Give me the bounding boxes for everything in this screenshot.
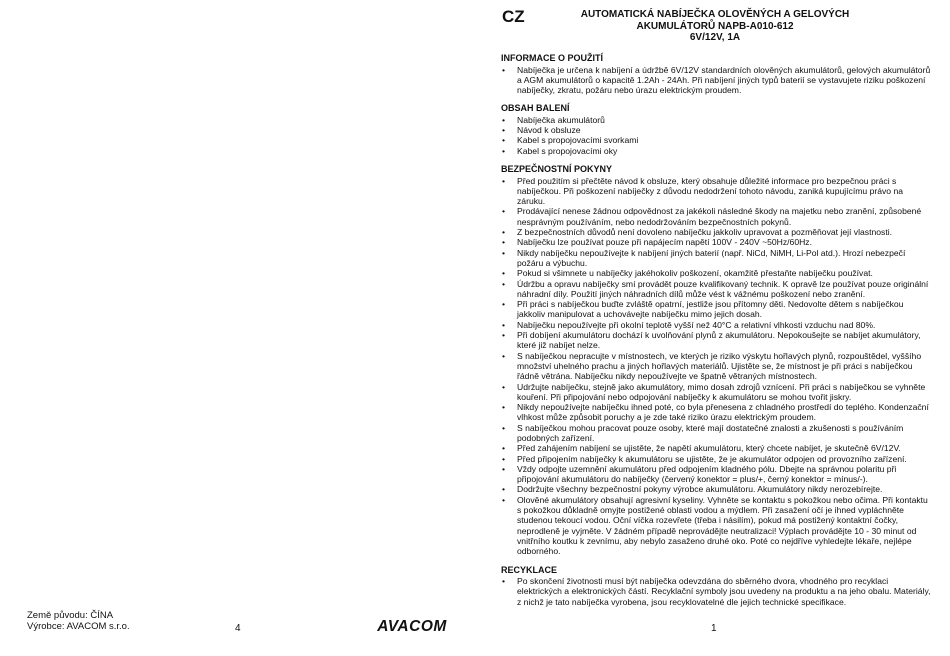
bullet-item: • Olověné akumulátory obsahují agresivní kyseliny. Vyhněte se kontaktu s pokožkou nebo očima. Při kontaktu s pokožkou důkladně omyjte postižené oblasti vodou a mýdlem. Při zasažení očí je ihned vypláchněte studenou tekoucí vodou. Oční víčka rozevřete (třeba i násilím), pokud má postižený kontaktní čočky, neprodleně je vyjměte. V žádném případě neprovádějte neutralizaci! Výplach provádějte 10 - 30 minut od vnitřního koutku k zevnímu, aby nebylo zasaženo druhé oko. Poté co nejdříve vyhledejte lékaře, nejlépe odborného. [501, 495, 931, 557]
bullet-item: • Při dobíjení akumulátoru dochází k uvolňování plynů z akumulátoru. Nepokoušejte se nabíjet akumulátory, které již nabíjet nelze. [501, 330, 931, 351]
page-number-left: 4 [235, 623, 241, 634]
section-heading: OBSAH BALENÍ [501, 103, 570, 114]
bullet-list [501, 65, 931, 96]
section [501, 103, 931, 156]
avacom-logo [374, 617, 450, 634]
bullet-item: • Nabíječku lze používat pouze při napájecím napětí 100V - 240V ~50Hz/60Hz. [501, 237, 931, 247]
section [501, 164, 931, 556]
bullet-item: • Kabel s propojovacími oky [501, 146, 931, 156]
section [501, 53, 931, 95]
bullet-item: • Návod k obsluze [501, 125, 931, 135]
manual-content [501, 53, 931, 615]
bullet-item: • Údržbu a opravu nabíječky smí provádět pouze kvalifikovaný technik. K opravě lze používat pouze originální náhradní díly. Použití jiných náhradních dílů může vést k vážnému poškození nebo zranění. [501, 279, 931, 300]
bullet-item: • S nabíječkou nepracujte v místnostech, ve kterých je riziko výskytu hořlavých plynů, rozpouštědel, vyššího množství uhelného prachu a jiných hořlavých materiálů. Ujistěte se, že místnost je při práci s nabíječkou řádně větrána. Nabíječku nikdy nepoužívejte ve špatně větraných místnostech. [501, 351, 931, 382]
bullet-list [501, 176, 931, 557]
title-line: AUTOMATICKÁ NABÍJEČKA OLOVĚNÝCH A GELOVÝCH [580, 9, 850, 20]
origin-info [27, 610, 130, 632]
page-number-right: 1 [711, 623, 717, 634]
bullet-item: • Nabíječka akumulátorů [501, 115, 931, 125]
bullet-list [501, 115, 931, 156]
title-line: 6V/12V, 1A [689, 32, 741, 43]
language-code: CZ [502, 7, 525, 26]
bullet-item: • Kabel s propojovacími svorkami [501, 135, 931, 145]
bullet-item: • Vždy odpojte uzemnění akumulátoru před odpojením kladného pólu. Dbejte na správnou polaritu při připojování akumulátoru do nabíječky (červený konektor = plus/+, černý konektor = mínus/-). [501, 464, 931, 485]
bullet-item: • S nabíječkou mohou pracovat pouze osoby, které mají dostatečné znalosti a zkušenosti s používáním podobných zařízení. [501, 423, 931, 444]
right-page [475, 0, 950, 656]
bullet-item: • Pokud si všimnete u nabíječky jakéhokoliv poškození, okamžitě přestaňte nabíječku používat. [501, 268, 931, 278]
section-heading: BEZPEČNOSTNÍ POKYNY [501, 164, 613, 175]
bullet-item: • Po skončení životnosti musí být nabíječka odevzdána do sběrného dvora, vhodného pro recyklaci elektrických a elektronických částí. Recyklační symboly jsou uvedeny na produktu a na jeho obalu. Materiály, z nichž je tato nabíječka vyrobena, jsou recyklovatelné dle jejich technické specifikace. [501, 576, 931, 607]
bullet-list [501, 576, 931, 607]
manufacturer: Výrobce: AVACOM s.r.o. [27, 621, 130, 632]
section-heading: RECYKLACE [501, 564, 558, 575]
document-title [570, 9, 860, 44]
bullet-item: • Z bezpečnostních důvodů není dovoleno nabíječku jakkoliv upravovat a pozměňovat její vlastnosti. [501, 227, 931, 237]
bullet-item: • Nikdy nepoužívejte nabíječku ihned poté, co byla přenesena z chladného prostředí do teplého. Kondenzační vlhkost může způsobit poruchy a je zde také riziko úrazu elektrickým proudem. [501, 402, 931, 423]
bullet-item: • Nabíječka je určena k nabíjení a údržbě 6V/12V standardních olověných akumulátorů, gelových akumulátorů a AGM akumulátorů o kapacitě 1.2Ah - 24Ah. Při nabíjení jiných typů baterií se vystavujete riziku poškození nabíječky, zkratu, požáru nebo úrazu elektrickým proudem. [501, 65, 931, 96]
bullet-item: • Nikdy nabíječku nepoužívejte k nabíjení jiných baterií (např. NiCd, NiMH, Li-Pol atd.). Hrozí nebezpečí požáru a výbuchu. [501, 248, 931, 269]
bullet-item: • Před připojením nabíječky k akumulátoru se ujistěte, že je akumulátor odpojen od provozního zařízení. [501, 454, 931, 464]
bullet-item: • Před zahájením nabíjení se ujistěte, že napětí akumulátoru, který chcete nabíjet, je skutečně 6V/12V. [501, 443, 931, 453]
bullet-item: • Před použitím si přečtěte návod k obsluze, který obsahuje důležité informace pro bezpečnou práci s nabíječkou. Při poškození nabíječky z důvodu nedodržení tohoto návodu, zaniká kupujícímu právo na záruku. [501, 176, 931, 207]
svg-text:AVACOM: AVACOM [377, 618, 447, 634]
section-heading: INFORMACE O POUŽITÍ [501, 53, 603, 63]
bullet-item: • Prodávající nenese žádnou odpovědnost za jakékoli následné škody na majetku nebo zranění, způsobené nesprávným používáním, nebo nedodržováním bezpečnostních pokynů. [501, 206, 931, 227]
title-line: AKUMULÁTORŮ NAPB-A010-612 [636, 20, 794, 32]
country-of-origin: Země původu: ČÍNA [27, 610, 114, 621]
bullet-item: • Nabíječku nepoužívejte při okolní teplotě vyšší než 40°C a relativní vlhkosti vzduchu nad 80%. [501, 320, 931, 330]
bullet-item: • Dodržujte všechny bezpečnostní pokyny výrobce akumulátoru. Akumulátory nikdy nerozebírejte. [501, 484, 931, 494]
bullet-item: • Při práci s nabíječkou buďte zvláště opatrní, jestliže jsou přítomny děti. Nedovolte dětem s nabíječkou jakkoliv manipulovat a uchovávejte nabíječku mimo jejich dosah. [501, 299, 931, 320]
section [501, 565, 931, 607]
bullet-item: • Udržujte nabíječku, stejně jako akumulátory, mimo dosah zdrojů vznícení. Při práci s nabíječkou se vyhněte kouření. Při připojování nebo odpojování nabíječky k akumulátoru se mohou tvořit jiskry. [501, 382, 931, 403]
